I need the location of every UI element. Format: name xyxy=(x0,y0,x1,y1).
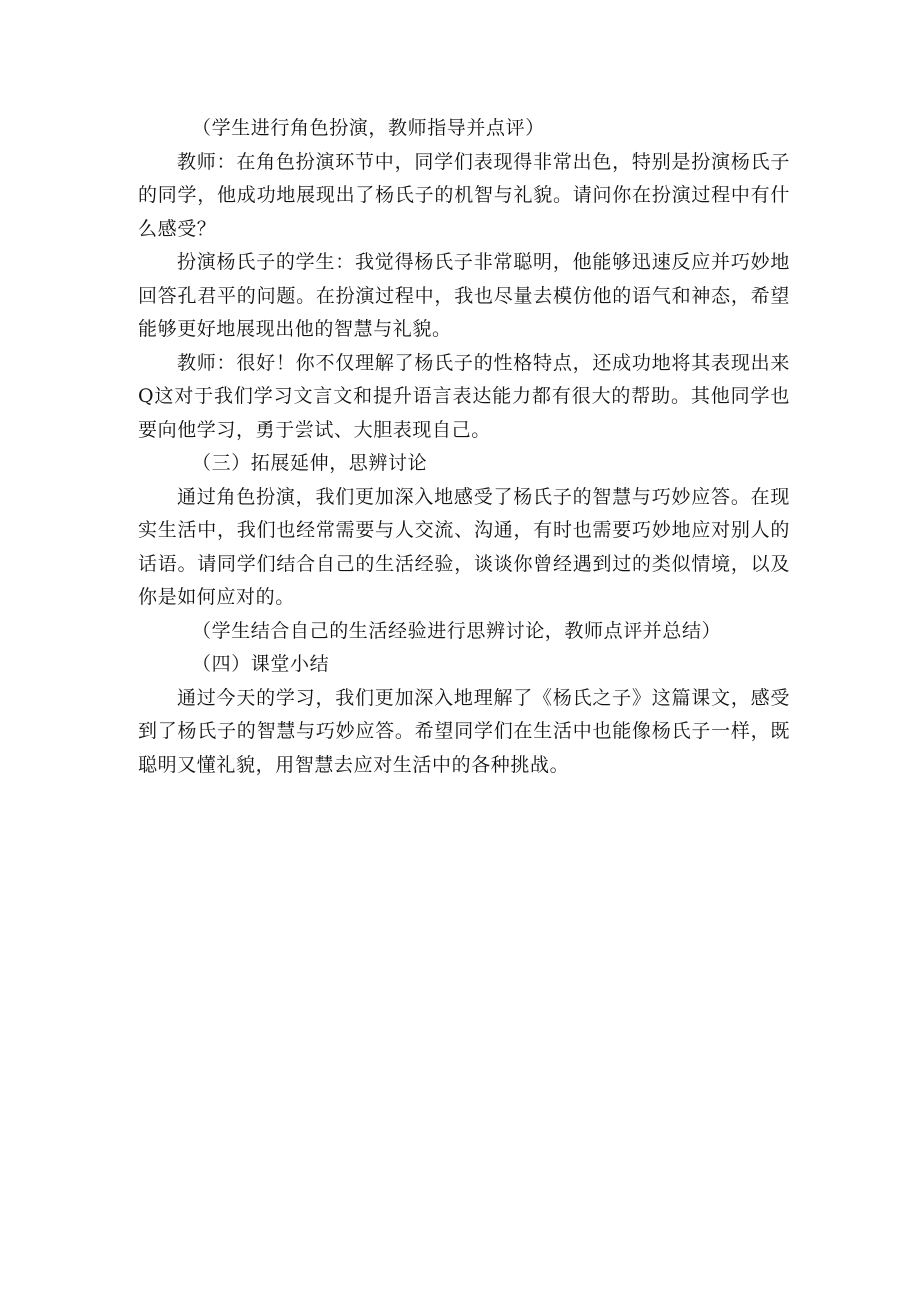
section-heading-summary: （四）课堂小结 xyxy=(192,653,330,675)
summary-paragraph: 通过今天的学习，我们更加深入地理解了《杨氏之子》这篇课文，感受到了杨氏子的智慧与巧妙应答。希望同学们在生活中也能像杨氏子一样，既聪明又懂礼貌，用智慧去应对生活中的各种挑战。 xyxy=(138,686,790,776)
document-body xyxy=(138,112,790,782)
stage-note-role-play: （学生进行角色扮演，教师指导并点评） xyxy=(192,117,545,139)
section-heading-extension: （三）拓展延伸，思辨讨论 xyxy=(192,452,428,474)
teacher-question-paragraph: 教师：在角色扮演环节中，同学们表现得非常出色，特别是扮演杨氏子的同学，他成功地展现出了杨氏子的机智与礼貌。请问你在扮演过程中有什么感受？ xyxy=(138,150,790,240)
student-answer-paragraph: 扮演杨氏子的学生：我觉得杨氏子非常聪明，他能够迅速反应并巧妙地回答孔君平的问题。在扮演过程中，我也尽量去模仿他的语气和神态，希望能够更好地展现出他的智慧与礼貌。 xyxy=(138,251,790,340)
extension-paragraph: 通过角色扮演，我们更加深入地感受了杨氏子的智慧与巧妙应答。在现实生活中，我们也经常需要与人交流、沟通，有时也需要巧妙地应对别人的话语。请同学们结合自己的生活经验，谈谈你曾经遇到过的类似情境，以及你是如何应对的。 xyxy=(138,485,790,608)
teacher-feedback-paragraph: 教师：很好！你不仅理解了杨氏子的性格特点，还成功地将其表现出来Q这对于我们学习文言文和提升语言表达能力都有很大的帮助。其他同学也要向他学习，勇于尝试、大胆表现自己。 xyxy=(138,351,790,441)
stage-note-discussion: （学生结合自己的生活经验进行思辨讨论，教师点评并总结） xyxy=(192,619,722,642)
